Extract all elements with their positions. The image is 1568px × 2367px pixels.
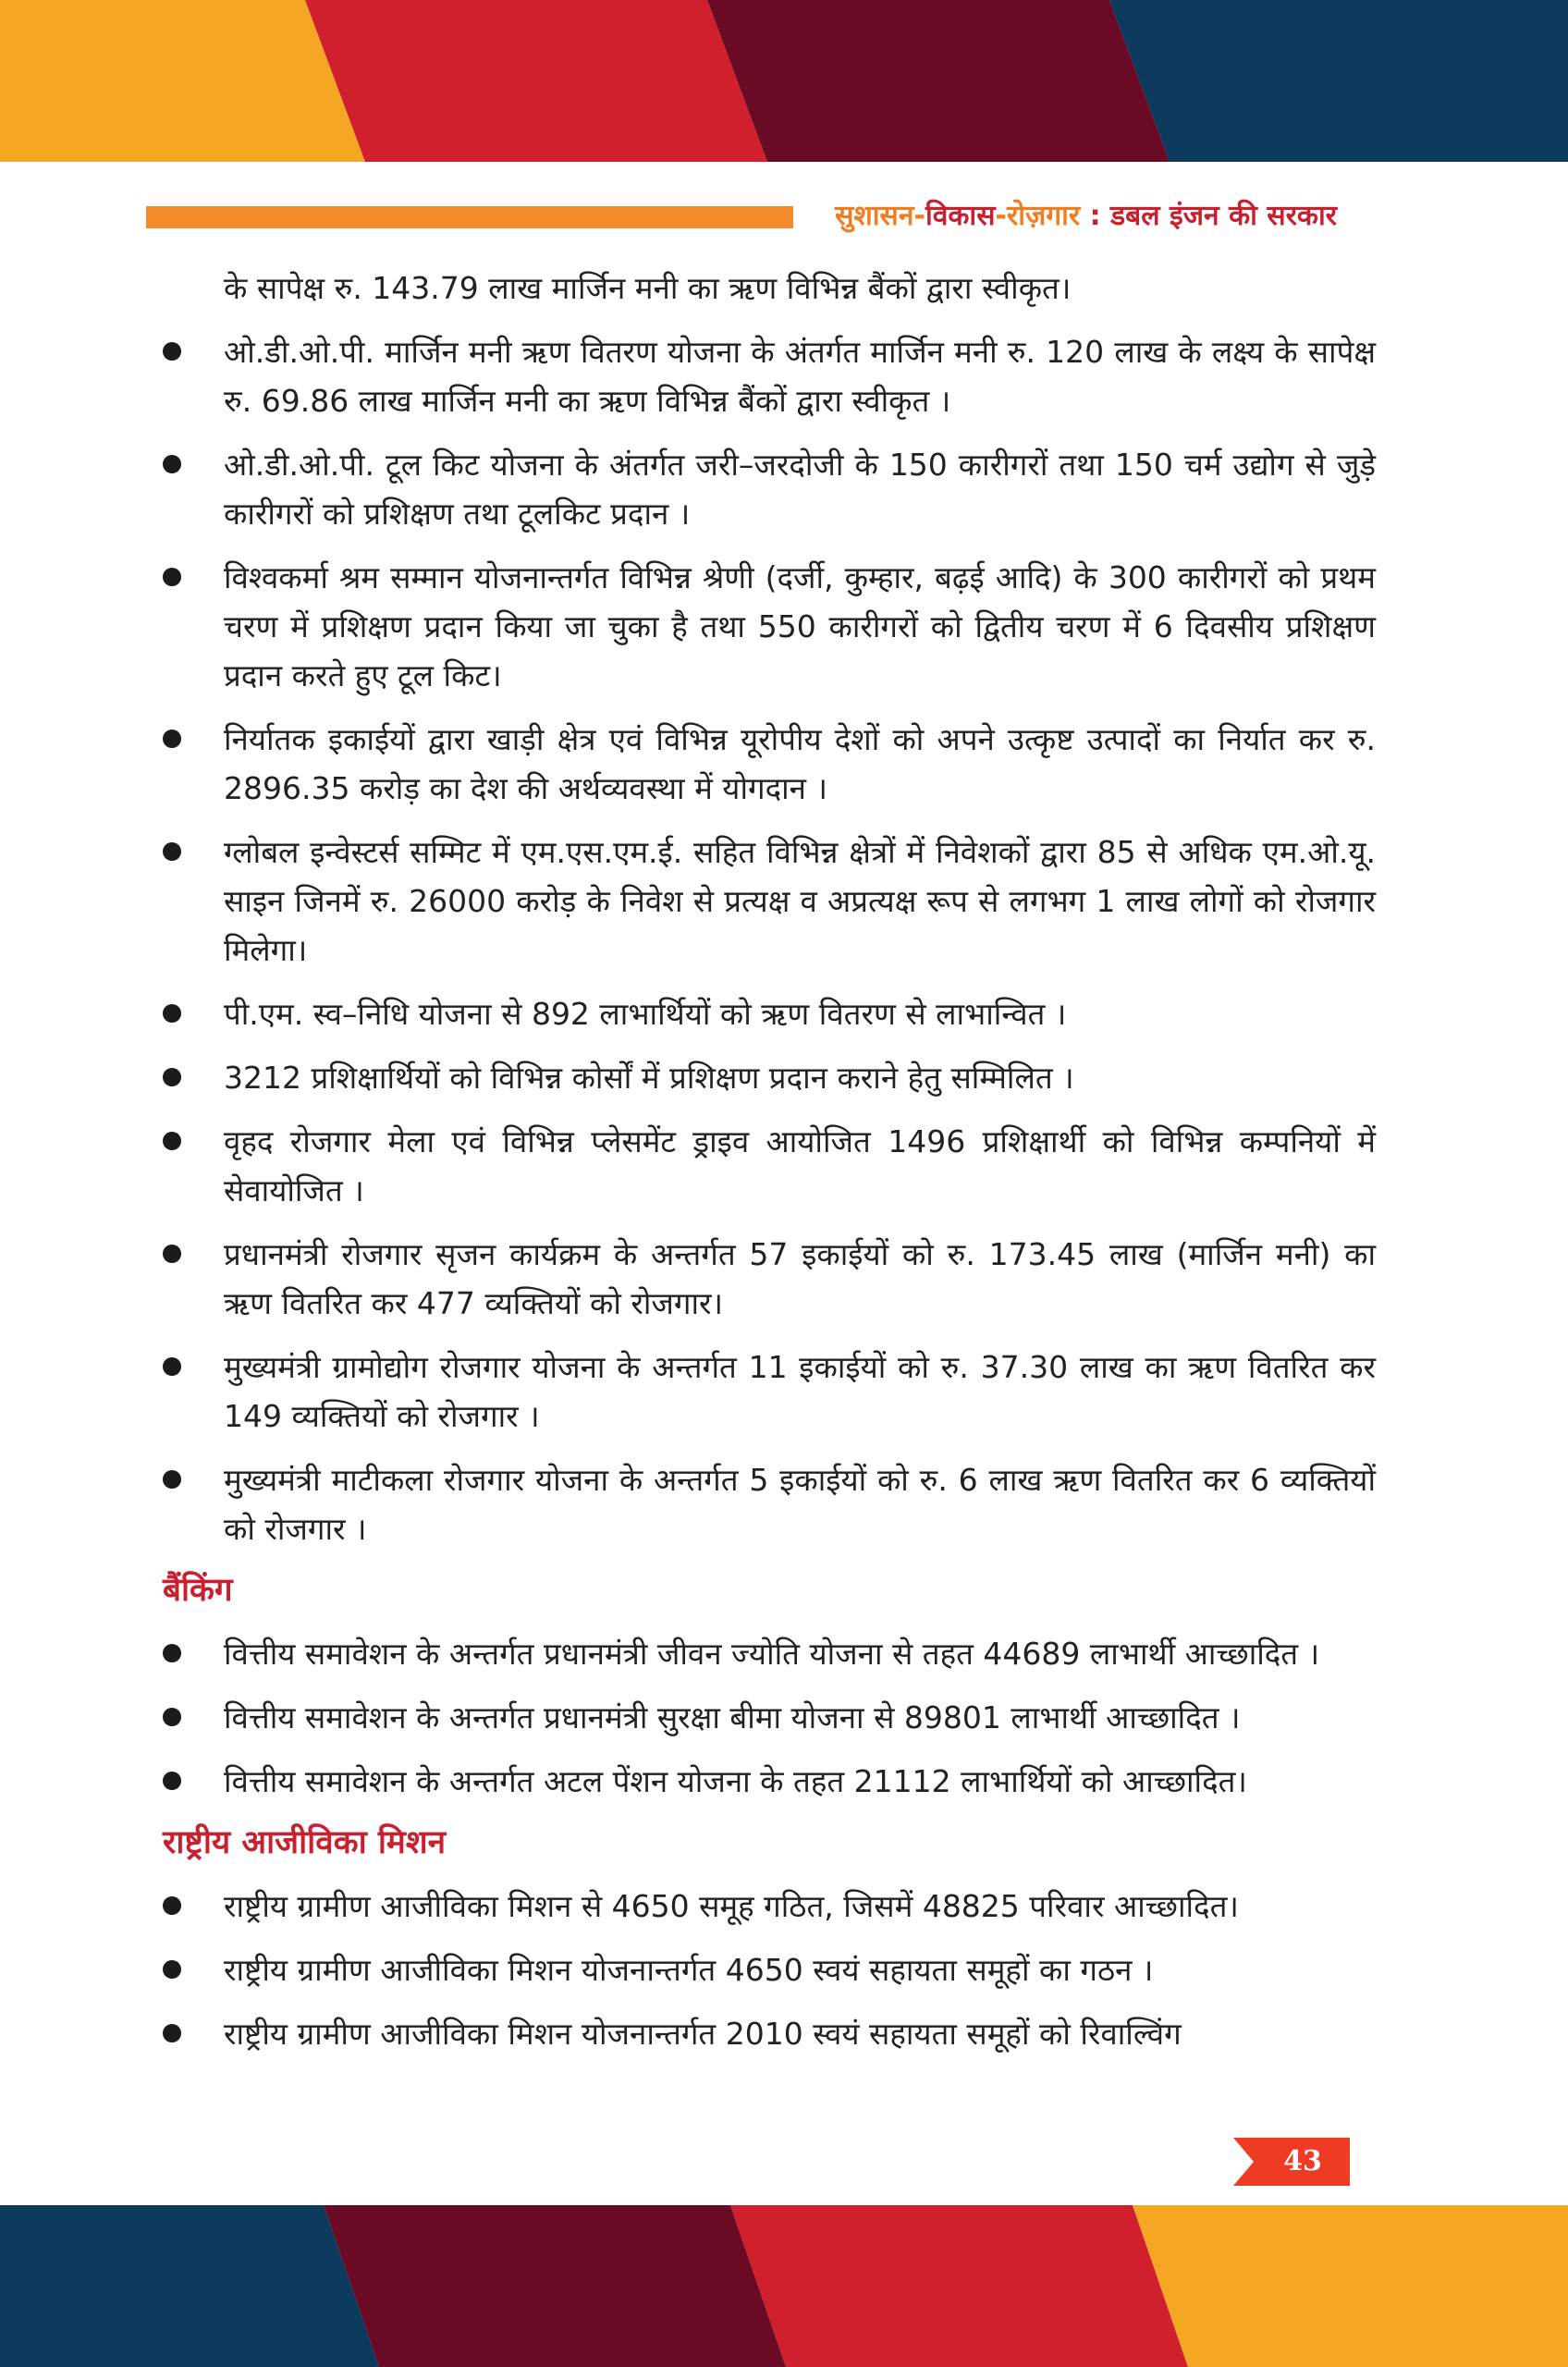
list-item-text: वित्तीय समावेशन के अन्तर्गत प्रधानमंत्री जीवन ज्योति योजना से तहत 44689 लाभार्थी आच्छादित । xyxy=(224,1636,1320,1672)
bullet-icon xyxy=(163,1068,181,1086)
bullet-icon xyxy=(163,842,181,861)
list-item-text: राष्ट्रीय ग्रामीण आजीविका मिशन से 4650 समूह गठित, जिसमें 48825 परिवार आच्छादित। xyxy=(224,1888,1239,1924)
band-red-segment xyxy=(730,2205,1188,2367)
list-item xyxy=(163,440,1376,538)
header-separator: - xyxy=(995,200,1007,232)
bullet-icon xyxy=(163,1470,181,1489)
band-navy-segment xyxy=(1109,0,1568,162)
list-item-text: ग्लोबल इन्वेस्टर्स सम्मिट में एम.एस.एम.ई. सहित विभिन्न क्षेत्रों में निवेशकों द्वारा 85 से अधिक एम.ओ.यू. साइन जिनमें रु. 26000 करोड़ के निवेश से प्रत्यक्ष व अप्रत्यक्ष रूप से लगभग 1 लाख लोगों को रोजगार मिलेगा। xyxy=(224,834,1376,968)
list-item-text: वृहद रोजगार मेला एवं विभिन्न प्लेसमेंट ड्राइव आयोजित 1496 प्रशिक्षार्थी को विभिन्न कम्पनियों में सेवायोजित । xyxy=(224,1123,1376,1208)
bullet-icon xyxy=(163,1245,181,1263)
list-item xyxy=(163,1343,1376,1441)
list-item xyxy=(163,1053,1376,1102)
list-item xyxy=(163,989,1376,1038)
header-separator: - xyxy=(913,200,925,232)
band-maroon-segment xyxy=(707,0,1170,162)
bullet-icon xyxy=(163,1772,181,1790)
header-part-employment: रोज़गार xyxy=(1006,200,1081,232)
list-item-text: वित्तीय समावेशन के अन्तर्गत प्रधानमंत्री सुरक्षा बीमा योजना से 89801 लाभार्थी आच्छादित । xyxy=(224,1699,1241,1735)
header-orange-rule xyxy=(146,206,793,228)
list-item-text: पी.एम. स्व–निधि योजना से 892 लाभार्थियों को ऋण वितरण से लाभान्वित । xyxy=(224,996,1067,1032)
list-item xyxy=(163,1882,1376,1931)
bullet-icon xyxy=(163,1644,181,1662)
employment-bullet-list xyxy=(163,327,1376,1553)
list-item xyxy=(163,1693,1376,1742)
list-item-text: मुख्यमंत्री माटीकला रोजगार योजना के अन्तर्गत 5 इकाईयों को रु. 6 लाख ऋण वितरित कर 6 व्यक्तियों को रोजगार । xyxy=(224,1462,1376,1547)
running-header-title xyxy=(835,198,1337,235)
list-item xyxy=(163,1230,1376,1328)
list-item-text: राष्ट्रीय ग्रामीण आजीविका मिशन योजनान्तर्गत 4650 स्वयं सहायता समूहों का गठन । xyxy=(224,1952,1154,1988)
band-orange-segment xyxy=(1133,2205,1568,2367)
page-body xyxy=(163,264,1376,2058)
bullet-icon xyxy=(163,1708,181,1726)
header-part-development: विकास xyxy=(925,200,996,232)
list-item-text: ओ.डी.ओ.पी. टूल किट योजना के अंतर्गत जरी–जरदोजी के 150 कारीगरों तथा 150 चर्म उद्योग से जुड़े कारीगरों को प्रशिक्षण तथा टूलकिट प्रदान । xyxy=(224,447,1376,532)
bullet-icon xyxy=(163,1132,181,1150)
list-item-text: वित्तीय समावेशन के अन्तर्गत अटल पेंशन योजना के तहत 21112 लाभार्थियों को आच्छादित। xyxy=(224,1763,1247,1799)
list-item-text: मुख्यमंत्री ग्रामोद्योग रोजगार योजना के अन्तर्गत 11 इकाईयों को रु. 37.30 लाख का ऋण वितरित कर 149 व्यक्तियों को रोजगार । xyxy=(224,1349,1376,1434)
section-heading-livelihood-mission: राष्ट्रीय आजीविका मिशन xyxy=(163,1824,447,1861)
list-item xyxy=(163,553,1376,700)
band-maroon-segment xyxy=(324,2205,786,2367)
list-item xyxy=(163,1117,1376,1215)
bullet-icon xyxy=(163,1960,181,1979)
header-part-double-engine: : डबल इंजन की सरकार xyxy=(1080,200,1337,232)
list-item xyxy=(163,327,1376,425)
page-number-tab xyxy=(1233,2138,1350,2186)
band-red-segment xyxy=(305,0,767,162)
bullet-icon xyxy=(163,568,181,586)
banking-bullet-list xyxy=(163,1629,1376,1806)
list-item xyxy=(163,1945,1376,1994)
list-item xyxy=(163,2009,1376,2058)
section-heading-banking: बैंकिंग xyxy=(163,1572,233,1609)
list-item-text: राष्ट्रीय ग्रामीण आजीविका मिशन योजनान्तर्गत 2010 स्वयं सहायता समूहों को रिवाल्विंग xyxy=(224,2016,1182,2052)
list-item-text: विश्वकर्मा श्रम सम्मान योजनान्तर्गत विभिन्न श्रेणी (दर्जी, कुम्हार, बढ़ई आदि) के 300 कारीगरों को प्रथम चरण में प्रशिक्षण प्रदान किया जा चुका है तथा 550 कारीगरों को द्वितीय चरण में 6 दिवसीय प्रशिक्षण प्रदान करते हुए टूल किट। xyxy=(224,559,1376,693)
bullet-icon xyxy=(163,2024,181,2042)
bullet-icon xyxy=(163,1357,181,1376)
bullet-icon xyxy=(163,730,181,748)
bullet-icon xyxy=(163,1004,181,1023)
livelihood-bullet-list xyxy=(163,1882,1376,2058)
list-item-text: निर्यातक इकाईयों द्वारा खाड़ी क्षेत्र एवं विभिन्न यूरोपीय देशों को अपने उत्कृष्ट उत्पादों का निर्यात कर रु. 2896.35 करोड़ का देश की अर्थव्यवस्था में योगदान । xyxy=(224,721,1376,806)
list-item xyxy=(163,1629,1376,1678)
list-item xyxy=(163,828,1376,975)
page-number: 43 xyxy=(1283,2145,1322,2177)
list-item xyxy=(163,1455,1376,1553)
bullet-icon xyxy=(163,342,181,361)
bullet-icon xyxy=(163,455,181,473)
list-item xyxy=(163,1757,1376,1806)
top-color-band xyxy=(0,0,1568,162)
list-item-text: ओ.डी.ओ.पी. मार्जिन मनी ऋण वितरण योजना के अंतर्गत मार्जिन मनी रु. 120 लाख के लक्ष्य के सापेक्ष रु. 69.86 लाख मार्जिन मनी का ऋण विभिन्न बैंकों द्वारा स्वीकृत । xyxy=(224,334,1376,419)
list-item xyxy=(163,715,1376,813)
band-orange-segment xyxy=(0,0,365,162)
list-item-text: प्रधानमंत्री रोजगार सृजन कार्यक्रम के अन्तर्गत 57 इकाईयों को रु. 173.45 लाख (मार्जिन मनी) का ऋण वितरित कर 477 व्यक्तियों को रोजगार। xyxy=(224,1236,1376,1321)
bottom-color-band xyxy=(0,2205,1568,2367)
bullet-icon xyxy=(163,1896,181,1915)
continued-paragraph: के सापेक्ष रु. 143.79 लाख मार्जिन मनी का ऋण विभिन्न बैंकों द्वारा स्वीकृत। xyxy=(224,270,1072,306)
band-navy-segment xyxy=(0,2205,379,2367)
header-part-governance: सुशासन xyxy=(835,200,914,232)
list-item-text: 3212 प्रशिक्षार्थियों को विभिन्न कोर्सों में प्रशिक्षण प्रदान कराने हेतु सम्मिलित । xyxy=(224,1060,1074,1096)
